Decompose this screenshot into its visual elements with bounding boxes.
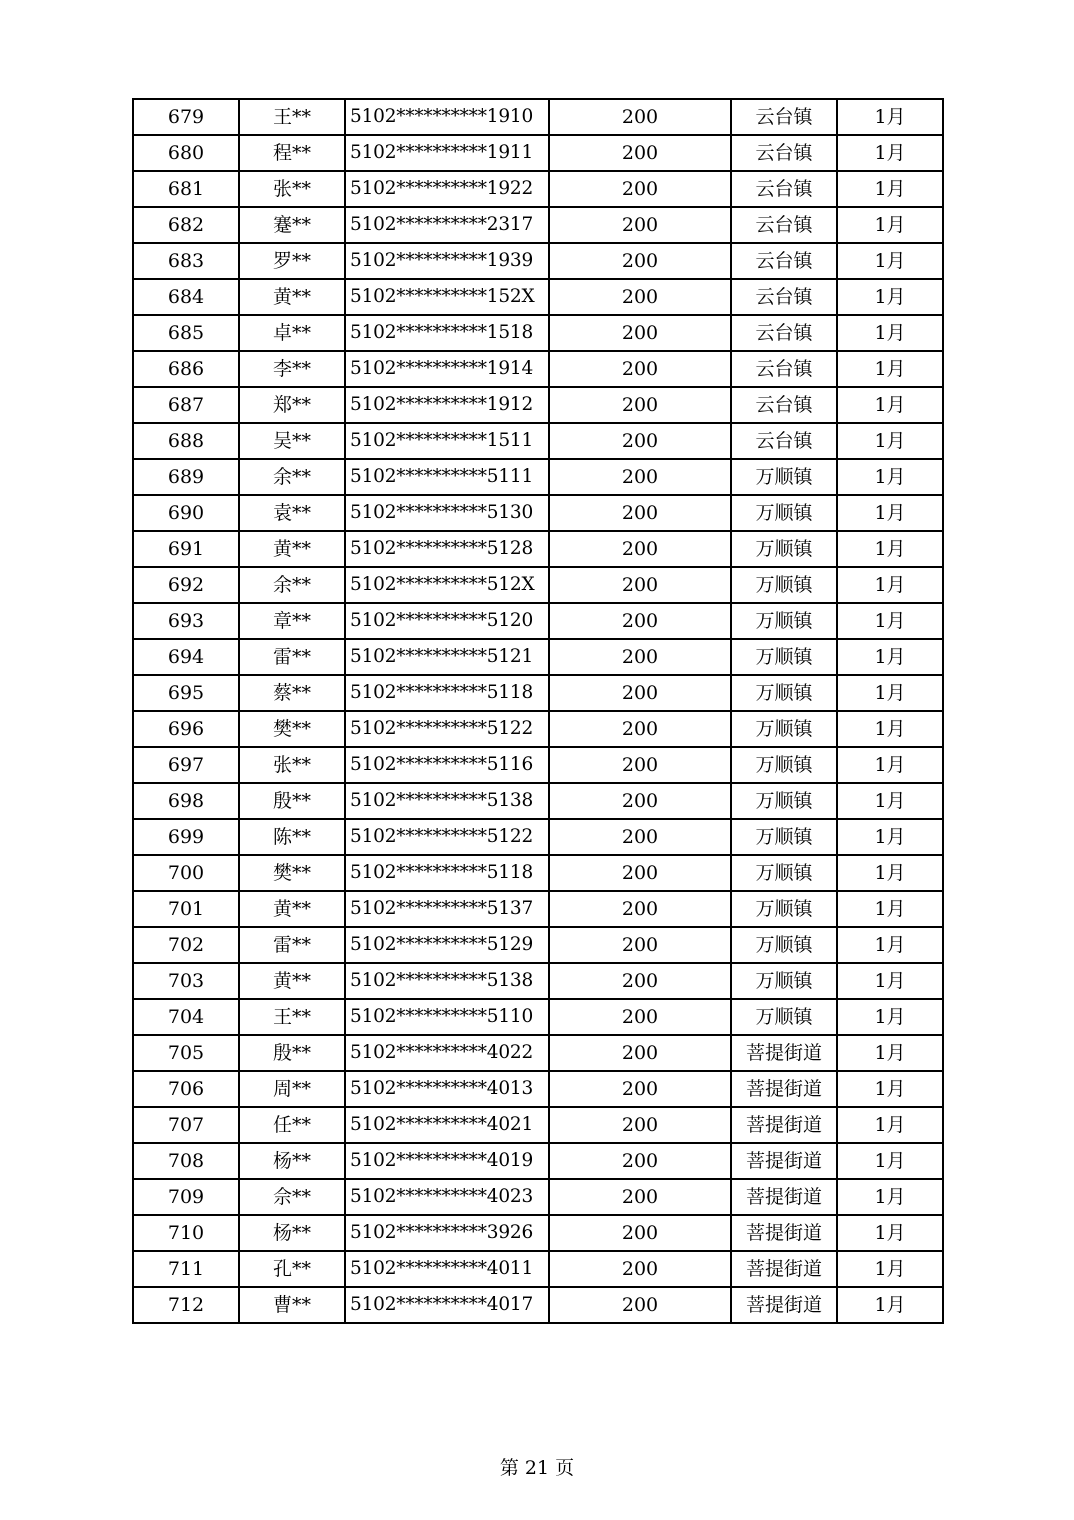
name-cell: 余** [239,567,345,603]
table-row [133,999,943,1035]
row-number-cell: 696 [133,711,239,747]
row-number-cell: 709 [133,1179,239,1215]
amount-cell: 200 [549,171,731,207]
month-cell: 1月 [837,423,943,459]
table-row [133,891,943,927]
town-cell: 云台镇 [731,351,837,387]
table-row [133,243,943,279]
table-row [133,387,943,423]
table-row [133,171,943,207]
month-cell: 1月 [837,855,943,891]
row-number-cell: 682 [133,207,239,243]
month-cell: 1月 [837,963,943,999]
month-cell: 1月 [837,927,943,963]
name-cell: 黄** [239,963,345,999]
id-number-cell: 5102**********5121 [345,639,549,675]
month-cell: 1月 [837,171,943,207]
id-number-cell: 5102**********5130 [345,495,549,531]
row-number-cell: 699 [133,819,239,855]
town-cell: 万顺镇 [731,711,837,747]
row-number-cell: 702 [133,927,239,963]
table-row [133,279,943,315]
name-cell: 黄** [239,531,345,567]
month-cell: 1月 [837,279,943,315]
name-cell: 罗** [239,243,345,279]
amount-cell: 200 [549,1107,731,1143]
month-cell: 1月 [837,567,943,603]
id-number-cell: 5102**********2317 [345,207,549,243]
row-number-cell: 692 [133,567,239,603]
id-number-cell: 5102**********4013 [345,1071,549,1107]
month-cell: 1月 [837,1251,943,1287]
town-cell: 菩提街道 [731,1287,837,1323]
table-row [133,99,943,135]
amount-cell: 200 [549,243,731,279]
table-row [133,1107,943,1143]
town-cell: 菩提街道 [731,1215,837,1251]
month-cell: 1月 [837,891,943,927]
month-cell: 1月 [837,315,943,351]
row-number-cell: 698 [133,783,239,819]
name-cell: 黄** [239,891,345,927]
amount-cell: 200 [549,855,731,891]
row-number-cell: 687 [133,387,239,423]
id-number-cell: 5102**********1518 [345,315,549,351]
name-cell: 张** [239,747,345,783]
name-cell: 李** [239,351,345,387]
month-cell: 1月 [837,495,943,531]
month-cell: 1月 [837,99,943,135]
row-number-cell: 681 [133,171,239,207]
town-cell: 云台镇 [731,207,837,243]
town-cell: 云台镇 [731,135,837,171]
town-cell: 万顺镇 [731,567,837,603]
town-cell: 云台镇 [731,99,837,135]
town-cell: 菩提街道 [731,1179,837,1215]
id-number-cell: 5102**********5116 [345,747,549,783]
table-row [133,495,943,531]
name-cell: 陈** [239,819,345,855]
month-cell: 1月 [837,819,943,855]
name-cell: 王** [239,99,345,135]
name-cell: 王** [239,999,345,1035]
town-cell: 万顺镇 [731,495,837,531]
table-row [133,135,943,171]
town-cell: 菩提街道 [731,1107,837,1143]
town-cell: 云台镇 [731,423,837,459]
name-cell: 殷** [239,1035,345,1071]
month-cell: 1月 [837,1215,943,1251]
table-body [133,99,943,1323]
month-cell: 1月 [837,351,943,387]
amount-cell: 200 [549,1035,731,1071]
id-number-cell: 5102**********4022 [345,1035,549,1071]
amount-cell: 200 [549,711,731,747]
name-cell: 曹** [239,1287,345,1323]
town-cell: 云台镇 [731,243,837,279]
row-number-cell: 691 [133,531,239,567]
id-number-cell: 5102**********4011 [345,1251,549,1287]
id-number-cell: 5102**********5137 [345,891,549,927]
name-cell: 雷** [239,927,345,963]
table-row [133,1287,943,1323]
row-number-cell: 680 [133,135,239,171]
town-cell: 万顺镇 [731,459,837,495]
id-number-cell: 5102**********5122 [345,711,549,747]
amount-cell: 200 [549,135,731,171]
month-cell: 1月 [837,1107,943,1143]
row-number-cell: 710 [133,1215,239,1251]
table-row [133,819,943,855]
table-row [133,603,943,639]
table-row [133,567,943,603]
id-number-cell: 5102**********5129 [345,927,549,963]
id-number-cell: 5102**********4017 [345,1287,549,1323]
id-number-cell: 5102**********1910 [345,99,549,135]
name-cell: 郑** [239,387,345,423]
name-cell: 杨** [239,1143,345,1179]
name-cell: 卓** [239,315,345,351]
table-row [133,675,943,711]
name-cell: 程** [239,135,345,171]
name-cell: 蹇** [239,207,345,243]
town-cell: 万顺镇 [731,639,837,675]
town-cell: 万顺镇 [731,819,837,855]
table-row [133,1035,943,1071]
table-row [133,927,943,963]
name-cell: 袁** [239,495,345,531]
amount-cell: 200 [549,567,731,603]
row-number-cell: 701 [133,891,239,927]
table-row [133,963,943,999]
row-number-cell: 712 [133,1287,239,1323]
table-row [133,207,943,243]
amount-cell: 200 [549,675,731,711]
id-number-cell: 5102**********5138 [345,963,549,999]
id-number-cell: 5102**********1911 [345,135,549,171]
amount-cell: 200 [549,315,731,351]
table-row [133,1179,943,1215]
id-number-cell: 5102**********1912 [345,387,549,423]
amount-cell: 200 [549,459,731,495]
town-cell: 万顺镇 [731,927,837,963]
id-number-cell: 5102**********5110 [345,999,549,1035]
row-number-cell: 707 [133,1107,239,1143]
id-number-cell: 5102**********512X [345,567,549,603]
town-cell: 万顺镇 [731,747,837,783]
month-cell: 1月 [837,243,943,279]
id-number-cell: 5102**********3926 [345,1215,549,1251]
beneficiary-table [132,98,944,1324]
row-number-cell: 693 [133,603,239,639]
table-row [133,1071,943,1107]
row-number-cell: 690 [133,495,239,531]
id-number-cell: 5102**********5122 [345,819,549,855]
amount-cell: 200 [549,495,731,531]
name-cell: 殷** [239,783,345,819]
name-cell: 黄** [239,279,345,315]
town-cell: 菩提街道 [731,1071,837,1107]
table-row [133,423,943,459]
month-cell: 1月 [837,999,943,1035]
town-cell: 菩提街道 [731,1035,837,1071]
table-row [133,1251,943,1287]
row-number-cell: 686 [133,351,239,387]
town-cell: 万顺镇 [731,963,837,999]
amount-cell: 200 [549,963,731,999]
amount-cell: 200 [549,99,731,135]
town-cell: 万顺镇 [731,891,837,927]
amount-cell: 200 [549,1215,731,1251]
id-number-cell: 5102**********4019 [345,1143,549,1179]
town-cell: 万顺镇 [731,531,837,567]
town-cell: 云台镇 [731,171,837,207]
amount-cell: 200 [549,819,731,855]
amount-cell: 200 [549,1179,731,1215]
id-number-cell: 5102**********5111 [345,459,549,495]
table-row [133,1143,943,1179]
month-cell: 1月 [837,531,943,567]
table-row [133,855,943,891]
name-cell: 周** [239,1071,345,1107]
table-row [133,711,943,747]
amount-cell: 200 [549,531,731,567]
name-cell: 任** [239,1107,345,1143]
month-cell: 1月 [837,711,943,747]
id-number-cell: 5102**********1939 [345,243,549,279]
id-number-cell: 5102**********5120 [345,603,549,639]
table-row [133,315,943,351]
id-number-cell: 5102**********152X [345,279,549,315]
month-cell: 1月 [837,387,943,423]
month-cell: 1月 [837,1143,943,1179]
row-number-cell: 711 [133,1251,239,1287]
month-cell: 1月 [837,639,943,675]
amount-cell: 200 [549,279,731,315]
row-number-cell: 683 [133,243,239,279]
month-cell: 1月 [837,783,943,819]
row-number-cell: 688 [133,423,239,459]
name-cell: 余** [239,459,345,495]
table-row [133,747,943,783]
month-cell: 1月 [837,675,943,711]
name-cell: 章** [239,603,345,639]
amount-cell: 200 [549,1143,731,1179]
amount-cell: 200 [549,351,731,387]
town-cell: 云台镇 [731,387,837,423]
id-number-cell: 5102**********1922 [345,171,549,207]
amount-cell: 200 [549,927,731,963]
town-cell: 云台镇 [731,315,837,351]
row-number-cell: 679 [133,99,239,135]
month-cell: 1月 [837,1035,943,1071]
name-cell: 樊** [239,855,345,891]
id-number-cell: 5102**********5128 [345,531,549,567]
amount-cell: 200 [549,603,731,639]
name-cell: 吴** [239,423,345,459]
table-row [133,531,943,567]
row-number-cell: 689 [133,459,239,495]
id-number-cell: 5102**********5138 [345,783,549,819]
id-number-cell: 5102**********5118 [345,855,549,891]
row-number-cell: 685 [133,315,239,351]
month-cell: 1月 [837,135,943,171]
row-number-cell: 695 [133,675,239,711]
month-cell: 1月 [837,1179,943,1215]
month-cell: 1月 [837,603,943,639]
row-number-cell: 703 [133,963,239,999]
month-cell: 1月 [837,1071,943,1107]
town-cell: 万顺镇 [731,999,837,1035]
id-number-cell: 5102**********4023 [345,1179,549,1215]
amount-cell: 200 [549,423,731,459]
row-number-cell: 705 [133,1035,239,1071]
amount-cell: 200 [549,387,731,423]
row-number-cell: 697 [133,747,239,783]
row-number-cell: 700 [133,855,239,891]
month-cell: 1月 [837,1287,943,1323]
name-cell: 樊** [239,711,345,747]
id-number-cell: 5102**********1511 [345,423,549,459]
table-row [133,639,943,675]
town-cell: 万顺镇 [731,855,837,891]
month-cell: 1月 [837,747,943,783]
name-cell: 杨** [239,1215,345,1251]
amount-cell: 200 [549,1251,731,1287]
town-cell: 菩提街道 [731,1143,837,1179]
row-number-cell: 694 [133,639,239,675]
name-cell: 佘** [239,1179,345,1215]
id-number-cell: 5102**********1914 [345,351,549,387]
row-number-cell: 706 [133,1071,239,1107]
table-row [133,1215,943,1251]
name-cell: 雷** [239,639,345,675]
town-cell: 万顺镇 [731,675,837,711]
id-number-cell: 5102**********4021 [345,1107,549,1143]
id-number-cell: 5102**********5118 [345,675,549,711]
name-cell: 张** [239,171,345,207]
row-number-cell: 684 [133,279,239,315]
row-number-cell: 708 [133,1143,239,1179]
row-number-cell: 704 [133,999,239,1035]
month-cell: 1月 [837,207,943,243]
town-cell: 菩提街道 [731,1251,837,1287]
amount-cell: 200 [549,1287,731,1323]
table-row [133,459,943,495]
table-row [133,351,943,387]
name-cell: 蔡** [239,675,345,711]
town-cell: 云台镇 [731,279,837,315]
amount-cell: 200 [549,1071,731,1107]
amount-cell: 200 [549,747,731,783]
amount-cell: 200 [549,891,731,927]
name-cell: 孔** [239,1251,345,1287]
amount-cell: 200 [549,999,731,1035]
town-cell: 万顺镇 [731,603,837,639]
page-number: 第 21 页 [499,1457,575,1479]
table-row [133,783,943,819]
month-cell: 1月 [837,459,943,495]
amount-cell: 200 [549,639,731,675]
town-cell: 万顺镇 [731,783,837,819]
amount-cell: 200 [549,783,731,819]
amount-cell: 200 [549,207,731,243]
